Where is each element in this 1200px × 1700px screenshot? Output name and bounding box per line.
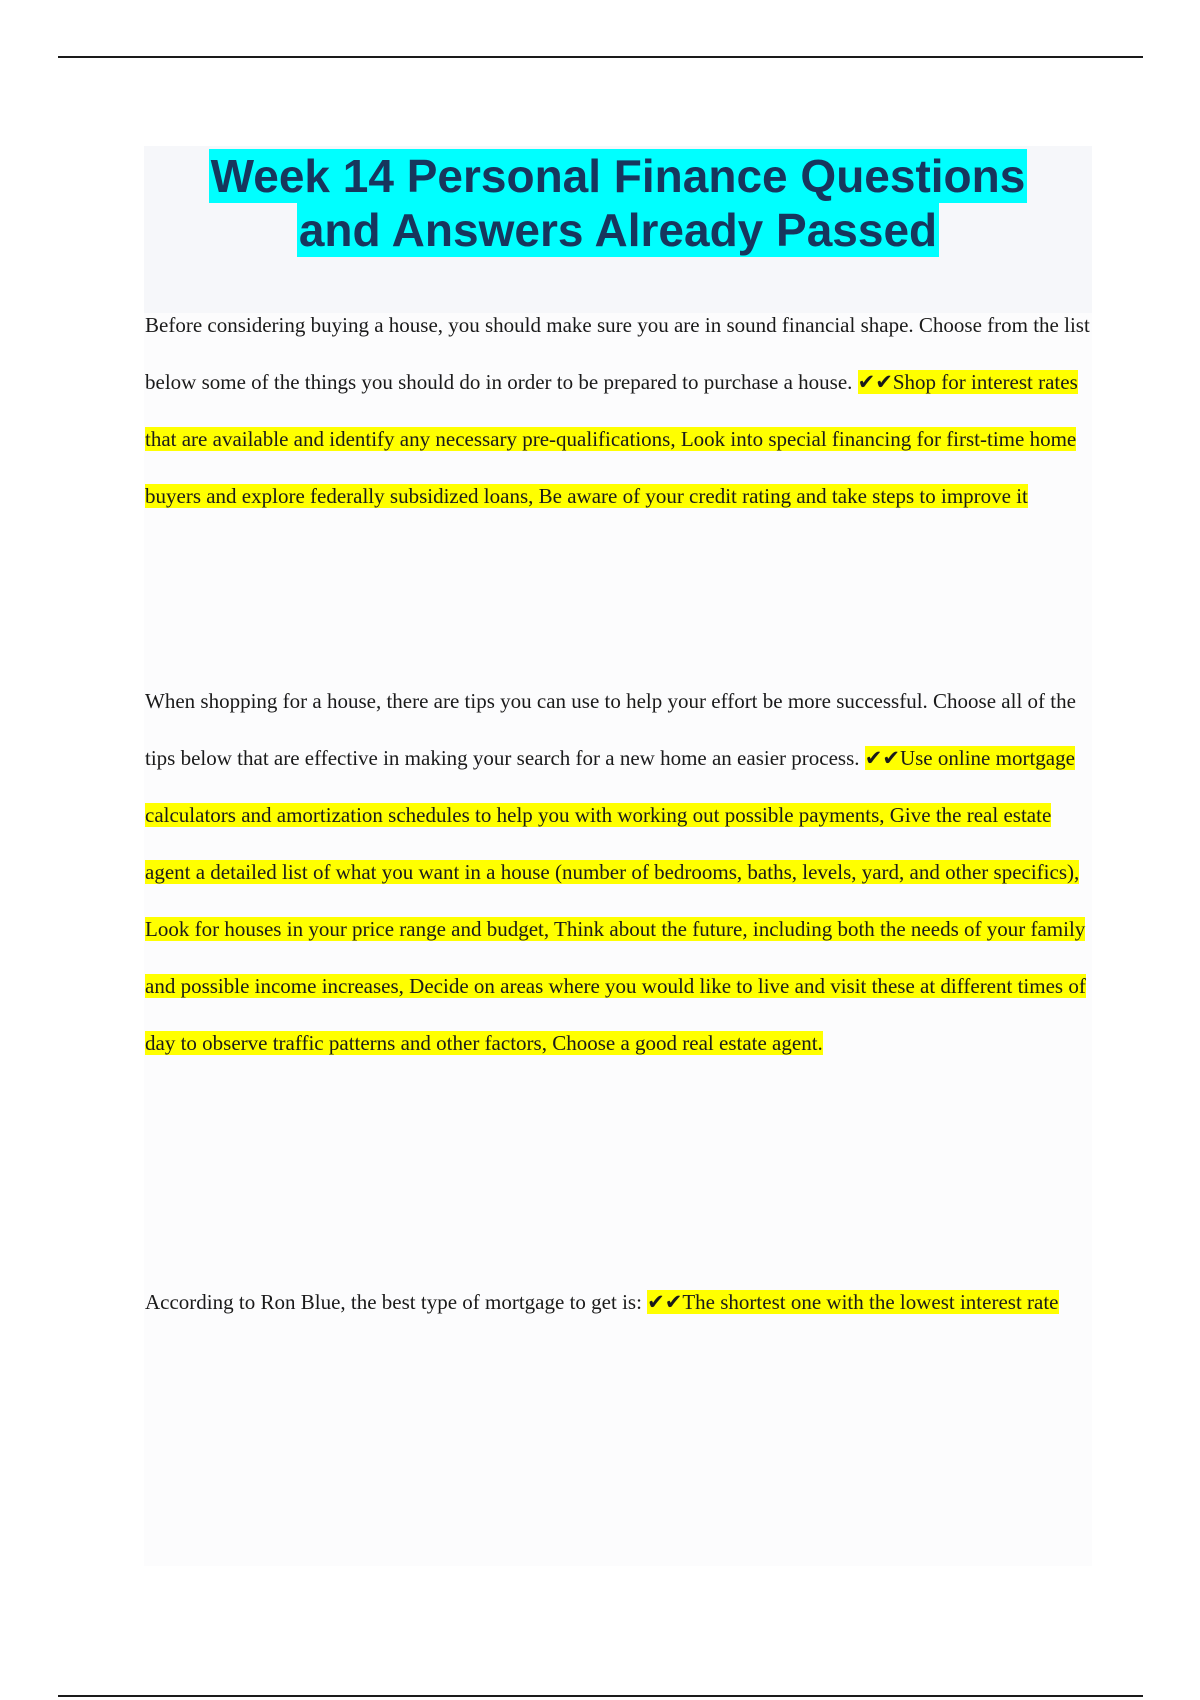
question-text: According to Ron Blue, the best type of mortgage to get is: (145, 1290, 648, 1314)
check-mark-icon: ✔✔ (864, 746, 900, 770)
qa-item-3 (145, 1274, 1090, 1331)
question-text: When shopping for a house, there are tips you can use to help your effort be more successful. Choose all of the tips below that are effective in making your search for a new home an easier process. (145, 689, 1076, 770)
title-block (144, 146, 1092, 313)
document-title-line-2: and Answers Already Passed (298, 204, 938, 256)
answer-highlight (647, 1290, 1058, 1314)
qa-item-1 (145, 297, 1090, 525)
answer-text: Shop for interest rates that are available and identify any necessary pre-qualifications, Look into special financing for first-time home buyers and explore federally subsidized loans, Be aware of your credit rating and take steps to improve it (145, 370, 1078, 508)
check-mark-icon: ✔✔ (857, 370, 893, 394)
document-title-line-1: Week 14 Personal Finance Questions (210, 150, 1026, 202)
answer-text: Use online mortgage calculators and amortization schedules to help you with working out possible payments, Give the real estate agent a detailed list of what you want in a house (number of bedrooms, baths, levels, yard, and other specifics), Look for houses in your price range and budget, Think about the future, including both the needs of your family and possible income increases, Decide on areas where you would like to live and visit these at different times of day to observe traffic patterns and other factors, Choose a good real estate agent. (145, 746, 1086, 1055)
top-rule (58, 56, 1143, 58)
qa-item-2 (145, 673, 1090, 1072)
answer-text: The shortest one with the lowest interest rate (682, 1290, 1059, 1314)
check-mark-icon: ✔✔ (647, 1290, 683, 1314)
bottom-rule (58, 1695, 1143, 1697)
answer-highlight (145, 746, 1086, 1055)
question-text: Before considering buying a house, you should make sure you are in sound financial shape. Choose from the list below some of the things you should do in order to be prepared to purchase a house. (145, 313, 1090, 394)
